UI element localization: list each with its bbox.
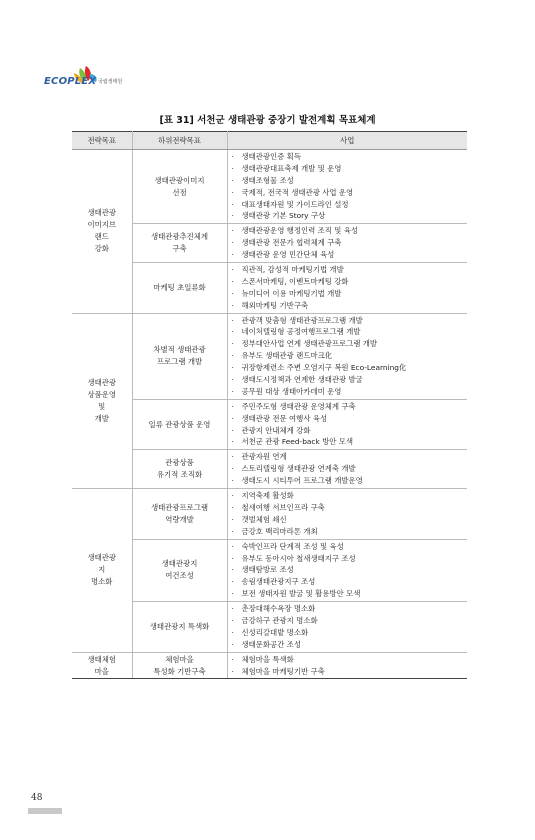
project-item: · 대표생태자원 및 가이드라인 설정 bbox=[232, 199, 468, 211]
project-list bbox=[232, 603, 468, 651]
project-list bbox=[232, 490, 468, 538]
sub-strategy-cell bbox=[132, 602, 227, 653]
project-item: · 생태관광인증 획득 bbox=[232, 151, 468, 163]
table-body bbox=[72, 150, 467, 679]
project-item: · 지역축제 활성화 bbox=[232, 490, 468, 502]
project-item: · 생태도시정책과 연계한 생태관광 발굴 bbox=[232, 374, 468, 386]
strategic-goal-label: 생태관광 지 명소화 bbox=[87, 553, 117, 587]
project-item: · 생태조형물 조성 bbox=[232, 175, 468, 187]
project-list bbox=[232, 541, 468, 600]
project-item: · 생태관광 전문가 협력체계 구축 bbox=[232, 237, 468, 249]
table-row bbox=[72, 313, 467, 399]
project-item: · 춘장대해수욕장 명소화 bbox=[232, 603, 468, 615]
strategic-goal-cell bbox=[72, 313, 132, 488]
project-item: · 보전 생태자원 발굴 및 활용방안 모색 bbox=[232, 588, 468, 600]
sub-strategy-cell bbox=[132, 539, 227, 601]
table-row bbox=[72, 224, 467, 263]
sub-strategy-label: 일류 관광상품 운영 bbox=[148, 419, 211, 429]
sub-strategy-cell bbox=[132, 652, 227, 679]
project-item: · 관광자원 연계 bbox=[232, 451, 468, 463]
project-list bbox=[232, 151, 468, 222]
project-item: · 생태관광 전문 여행사 육성 bbox=[232, 413, 468, 425]
sub-strategy-cell bbox=[132, 263, 227, 314]
project-item: · 생태도시 시티투어 프로그램 개발운영 bbox=[232, 475, 468, 487]
projects-cell bbox=[227, 602, 467, 653]
table-row bbox=[72, 489, 467, 540]
sub-strategy-cell bbox=[132, 450, 227, 489]
sub-strategy-label: 마케팅 초일류화 bbox=[153, 282, 206, 292]
project-list bbox=[232, 654, 468, 678]
project-item: · 생태문화공간 조성 bbox=[232, 639, 468, 651]
project-item: · 금강호 백리마라톤 개최 bbox=[232, 526, 468, 538]
project-item: · 귀장항제련소 주변 오염지구 복원 Eco-Learning化 bbox=[232, 362, 468, 374]
project-item: · 체험마을 특색화 bbox=[232, 654, 468, 666]
project-list bbox=[232, 264, 468, 312]
project-item: · 유부도 생태관광 랜드마크化 bbox=[232, 350, 468, 362]
projects-cell bbox=[227, 539, 467, 601]
project-list bbox=[232, 225, 468, 261]
sub-strategy-cell bbox=[132, 224, 227, 263]
projects-cell bbox=[227, 489, 467, 540]
project-item: · 관광지 안내체계 강화 bbox=[232, 425, 468, 437]
project-item: · 체험마을 마케팅기반 구축 bbox=[232, 666, 468, 678]
project-item: · 갯벌체험 쇄신 bbox=[232, 514, 468, 526]
project-item: · 해외마케팅 기반구축 bbox=[232, 300, 468, 312]
strategic-goal-label: 생태관광 상품운영 및 개발 bbox=[87, 377, 117, 423]
projects-cell bbox=[227, 652, 467, 679]
sub-strategy-cell bbox=[132, 489, 227, 540]
table-title: [표 31] 서천군 생태관광 중장기 발전계획 목표체계 bbox=[159, 115, 376, 126]
project-item: · 정부대안사업 연계 생태관광프로그램 개발 bbox=[232, 338, 468, 350]
sub-strategy-label: 관광상품 유기적 조직화 bbox=[156, 458, 203, 480]
strategic-goal-label: 생태체험 마을 bbox=[87, 654, 117, 676]
project-item: · 송림생태관광지구 조성 bbox=[232, 576, 468, 588]
projects-cell bbox=[227, 399, 467, 450]
sub-strategy-cell bbox=[132, 150, 227, 224]
projects-cell bbox=[227, 450, 467, 489]
project-item: · 신성리갈대밭 명소화 bbox=[232, 627, 468, 639]
project-item: · 관광객 맞춤형 생태관광프로그램 개발 bbox=[232, 315, 468, 327]
header-sub-strategic-goal: 하위전략목표 bbox=[132, 132, 227, 150]
strategy-table bbox=[72, 131, 467, 679]
table-row bbox=[72, 450, 467, 489]
project-list bbox=[232, 315, 468, 398]
project-list bbox=[232, 401, 468, 449]
table-row bbox=[72, 399, 467, 450]
logo-subtext: 국립생태원 bbox=[98, 79, 123, 85]
page-number: 48 bbox=[31, 793, 43, 803]
table-row bbox=[72, 652, 467, 679]
project-item: · 숙박인프라 단계적 조성 및 육성 bbox=[232, 541, 468, 553]
header-strategic-goal: 전략목표 bbox=[72, 132, 132, 150]
strategic-goal-label: 생태관광 이미지브 랜드 강화 bbox=[87, 208, 117, 254]
projects-cell bbox=[227, 263, 467, 314]
project-item: · 네이처텔링형 공정여행프로그램 개발 bbox=[232, 326, 468, 338]
table-row bbox=[72, 539, 467, 601]
project-item: · 생태관광대표축제 개발 및 운영 bbox=[232, 163, 468, 175]
project-item: · 생태관광 기본 Story 구상 bbox=[232, 210, 468, 222]
strategic-goal-cell bbox=[72, 150, 132, 314]
project-item: · 직관적, 감성적 마케팅기법 개발 bbox=[232, 264, 468, 276]
project-item: · 공무원 대상 생태아카데미 운영 bbox=[232, 386, 468, 398]
header-projects: 사업 bbox=[227, 132, 467, 150]
sub-strategy-label: 생태관광프로그램 역량개발 bbox=[150, 502, 209, 524]
project-item: · 뉴미디어 이용 마케팅기법 개발 bbox=[232, 288, 468, 300]
table-row bbox=[72, 602, 467, 653]
projects-cell bbox=[227, 224, 467, 263]
project-item: · 금강하구 관광지 명소화 bbox=[232, 615, 468, 627]
sub-strategy-label: 차별적 생태관광 프로그램 개발 bbox=[153, 345, 206, 367]
sub-strategy-label: 생태관광지 여건조성 bbox=[161, 559, 198, 581]
projects-cell bbox=[227, 150, 467, 224]
table-row bbox=[72, 150, 467, 224]
project-item: · 서천군 관광 Feed-back 방안 모색 bbox=[232, 436, 468, 448]
logo-wordmark: ECOPLEX bbox=[44, 76, 97, 87]
projects-cell bbox=[227, 313, 467, 399]
project-item: · 유부도 동아시아 철새생태지구 조성 bbox=[232, 553, 468, 565]
project-item: · 스폰서마케팅, 이벤트마케팅 강화 bbox=[232, 276, 468, 288]
project-list bbox=[232, 451, 468, 487]
sub-strategy-label: 체험마을 특성화 기반구축 bbox=[153, 654, 206, 676]
project-item: · 국제적, 전국적 생태관광 사업 운영 bbox=[232, 187, 468, 199]
sub-strategy-label: 생태관광추진체계 구축 bbox=[150, 232, 209, 254]
project-item: · 주민주도형 생태관광 운영체계 구축 bbox=[232, 401, 468, 413]
sub-strategy-label: 생태관광지 특색화 bbox=[149, 621, 210, 631]
table-row bbox=[72, 263, 467, 314]
sub-strategy-label: 생태관광이미지 선점 bbox=[154, 175, 205, 197]
project-item: · 스토리텔링형 생태관광 연계축 개발 bbox=[232, 463, 468, 475]
table-header-row bbox=[72, 132, 467, 150]
strategic-goal-cell bbox=[72, 489, 132, 653]
sub-strategy-cell bbox=[132, 313, 227, 399]
sub-strategy-cell bbox=[132, 399, 227, 450]
project-item: · 생태관광운영 행정인력 조직 및 육성 bbox=[232, 225, 468, 237]
project-item: · 생태관광 운영 민간단체 육성 bbox=[232, 249, 468, 261]
footer-bar bbox=[28, 808, 62, 814]
strategic-goal-cell bbox=[72, 652, 132, 679]
project-item: · 철새여행 서브인프라 구축 bbox=[232, 502, 468, 514]
project-item: · 생태탐방로 조성 bbox=[232, 564, 468, 576]
